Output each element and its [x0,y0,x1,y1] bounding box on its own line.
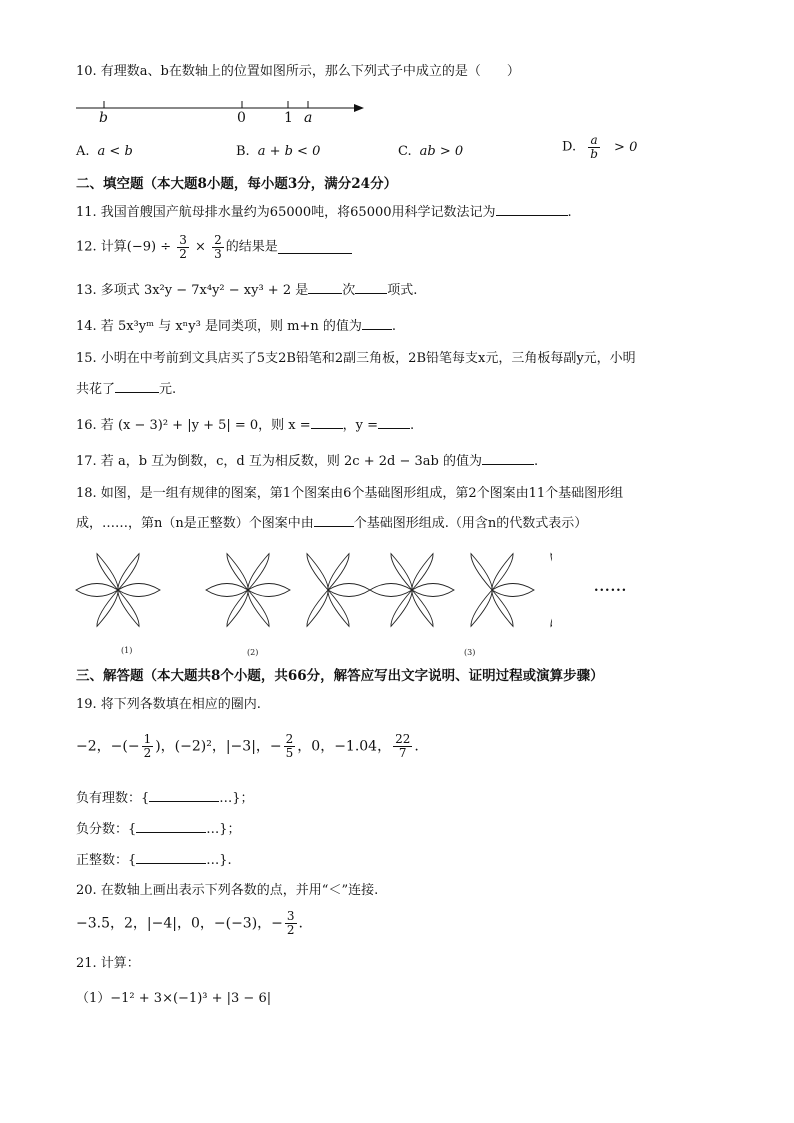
q19-row-negative-fraction: 负分数：{ …}； [76,822,241,837]
q18-line2: 成，……，第n（n是正整数）个图案中由 个基础图形组成.（用含n的代数式表示） [76,516,588,531]
petal [118,590,139,626]
figure-ellipsis: ...... [594,580,628,595]
petal [97,590,118,626]
q16: 16. 若 (x − 3)² + |y + 5| = 0，则 x = ，y = . [76,418,415,433]
q19-numbers: −2，−(− $\frac{1}{2}$ )，(−2)²，|−3|，− $\frac{2}{5}$ ，0，−1.04， $\frac{22}{7}$ . [76,732,419,760]
q18-pattern-figures [72,540,552,640]
petal [492,590,513,626]
petal [328,554,349,590]
axis-label-one: 1 [284,110,293,126]
q10-stem: 10. 有理数a、b在数轴上的位置如图所示，那么下列式子中成立的是（ ） [76,64,520,79]
q15-line1: 15. 小明在中考前到文具店买了5支2B铅笔和2副三角板，2B铅笔每支x元，三角板每副y元，小明 [76,351,636,366]
petal [492,584,534,597]
q19-row-negative-rational: 负有理数：{ …}； [76,791,254,806]
q20-stem: 20. 在数轴上画出表示下列各数的点，并用“＜”连接. [76,883,379,898]
q11: 11. 我国首艘国产航母排水量约为65000吨，将65000用科学记数法记为 . [76,205,572,220]
q10-option-c: C. ab > 0 [398,144,464,159]
petal [118,584,160,597]
petal [391,554,412,590]
petal [471,554,492,590]
q14: 14. 若 5x³yᵐ 与 xⁿy³ 是同类项，则 m+n 的值为 . [76,319,396,334]
figure-caption-1: (1) [121,646,133,655]
q12: 12. 计算(−9) ÷ $\frac{3}{2}$ × $\frac{2}{3}$ 的结果是 [76,234,352,261]
q19-row-positive-integer: 正整数：{ …}. [76,853,232,868]
petal [248,590,269,626]
q18-line1: 18. 如图，是一组有规律的图案，第1个图案由6个基础图形组成，第2个图案由11个基础图形组 [76,486,624,501]
petal [307,554,328,590]
petal [97,554,118,590]
petal [227,590,248,626]
section-3-title: 三、解答题（本大题共8个小题，共66分，解答应写出文字说明、证明过程或演算步骤） [76,668,604,684]
q20-numbers: −3.5，2，|−4|，0，−(−3)，− $\frac{3}{2}$ . [76,909,303,937]
petal [471,590,492,626]
petal [412,590,433,626]
q17: 17. 若 a，b 互为倒数，c，d 互为相反数，则 2c + 2d − 3ab 的值为 . [76,454,539,469]
section-2-title: 二、填空题（本大题8小题，每小题3分，满分24分） [76,176,398,192]
q10-number-line [70,98,370,128]
axis-label-zero: 0 [237,110,246,126]
petal [492,554,513,590]
q10-option-a: A. a < b [76,144,133,159]
petal [248,554,269,590]
q10-option-d: D. $\frac{a}{b}$ > 0 [562,133,638,161]
petal [370,584,412,597]
petal [206,584,248,597]
axis-label-a: a [304,110,313,126]
petal [76,584,118,597]
figure-caption-3: (3) [464,648,476,657]
petal [328,584,370,597]
petal [248,584,290,597]
q10-option-b: B. a + b < 0 [236,144,321,159]
petal [227,554,248,590]
q15-line2: 共花了 元. [76,382,177,397]
petal [412,554,433,590]
figure-caption-2: (2) [247,648,259,657]
petal [328,590,349,626]
petal [551,590,552,626]
petal [412,584,454,597]
petal [307,590,328,626]
petal [551,554,552,590]
axis-label-b: b [99,110,108,126]
petal [391,590,412,626]
q13: 13. 多项式 3x²y − 7x⁴y² − xy³ + 2 是 次 项式. [76,283,418,298]
q21-part1: （1）−1² + 3×(−1)³ + |3 − 6| [76,991,272,1006]
q19-stem: 19. 将下列各数填在相应的圈内. [76,697,261,712]
q21-stem: 21. 计算： [76,956,140,971]
petal [118,554,139,590]
